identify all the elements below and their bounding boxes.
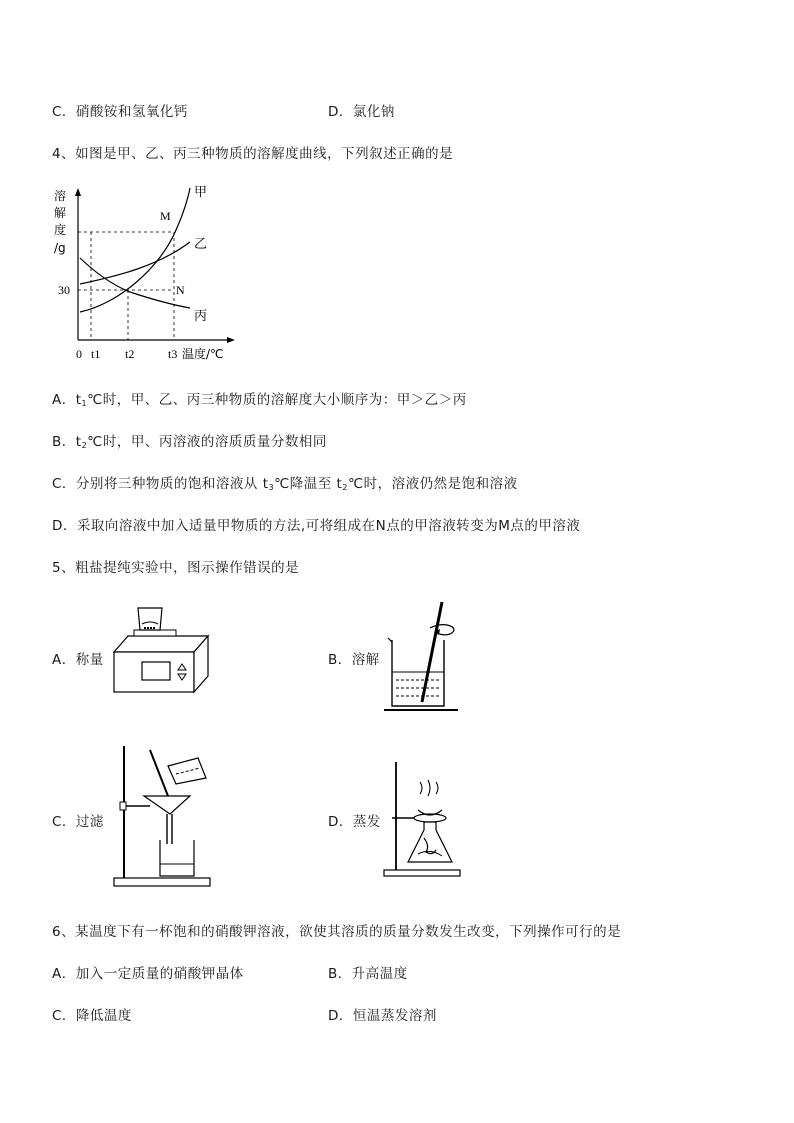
x-tick-t1: t1 [91, 347, 101, 361]
y-axis-arrow [75, 188, 81, 196]
ylabel-3: 度 [54, 223, 67, 237]
q5-option-a: A．称量 [52, 652, 104, 668]
evaporation-apparatus-illustration [380, 756, 466, 880]
q6-stem: 6、某温度下有一杯饱和的硝酸钾溶液，欲使其溶质的质量分数发生改变，下列操作可行的是 [52, 924, 622, 940]
weighing-scale-illustration [108, 606, 216, 698]
x-tick-t2: t2 [125, 347, 135, 361]
label-jia: 甲 [194, 185, 208, 200]
curve-yi [80, 242, 190, 284]
solubility-curve-figure [48, 180, 248, 370]
q6-option-c: C．降低温度 [52, 1008, 132, 1024]
q5-option-d: D．蒸发 [328, 814, 381, 830]
y-tick-30: 30 [58, 283, 70, 297]
dissolving-beaker-illustration [384, 598, 464, 716]
ylabel-4: /g [54, 241, 66, 255]
x-tick-t3: t3 [168, 347, 178, 361]
x-axis-label: 温度/℃ [182, 347, 224, 361]
q3-option-c: C．硝酸铵和氢氧化钙 [52, 104, 188, 120]
q6-option-a: A．加入一定质量的硝酸钾晶体 [52, 966, 244, 982]
q4-option-c: C．分别将三种物质的饱和溶液从 $t_3℃$降温至 $t_2℃$时，溶液仍然是饱和溶液 [52, 476, 518, 492]
q4-stem: 4、如图是甲、乙、丙三种物质的溶解度曲线，下列叙述正确的是 [52, 146, 454, 162]
q4-option-d: D．采取向溶液中加入适量甲物质的方法,可将组成在N点的甲溶液转变为M点的甲溶液 [52, 518, 581, 534]
origin-label: 0 [76, 347, 82, 361]
point-m: M [160, 209, 171, 223]
ylabel-2: 解 [54, 206, 67, 220]
q5-option-b: B．溶解 [328, 652, 380, 668]
q6-option-d: D．恒温蒸发溶剂 [328, 1008, 437, 1024]
filtration-apparatus-illustration [110, 740, 220, 890]
x-axis-arrow [227, 337, 235, 343]
label-yi: 乙 [194, 237, 208, 252]
q3-option-d: D．氯化钠 [328, 104, 395, 120]
q5-option-c: C．过滤 [52, 814, 104, 830]
q6-option-b: B．升高温度 [328, 966, 408, 982]
point-n: N [176, 283, 185, 297]
q5-stem: 5、粗盐提纯实验中，图示操作错误的是 [52, 560, 300, 576]
ylabel-1: 溶 [54, 189, 67, 203]
q4-option-a: A．$t_1℃$时，甲、乙、丙三种物质的溶解度大小顺序为：甲＞乙＞丙 [52, 392, 467, 408]
label-bing: 丙 [194, 309, 208, 324]
q4-option-b: B．$t_2℃$时，甲、丙溶液的溶质质量分数相同 [52, 434, 327, 450]
